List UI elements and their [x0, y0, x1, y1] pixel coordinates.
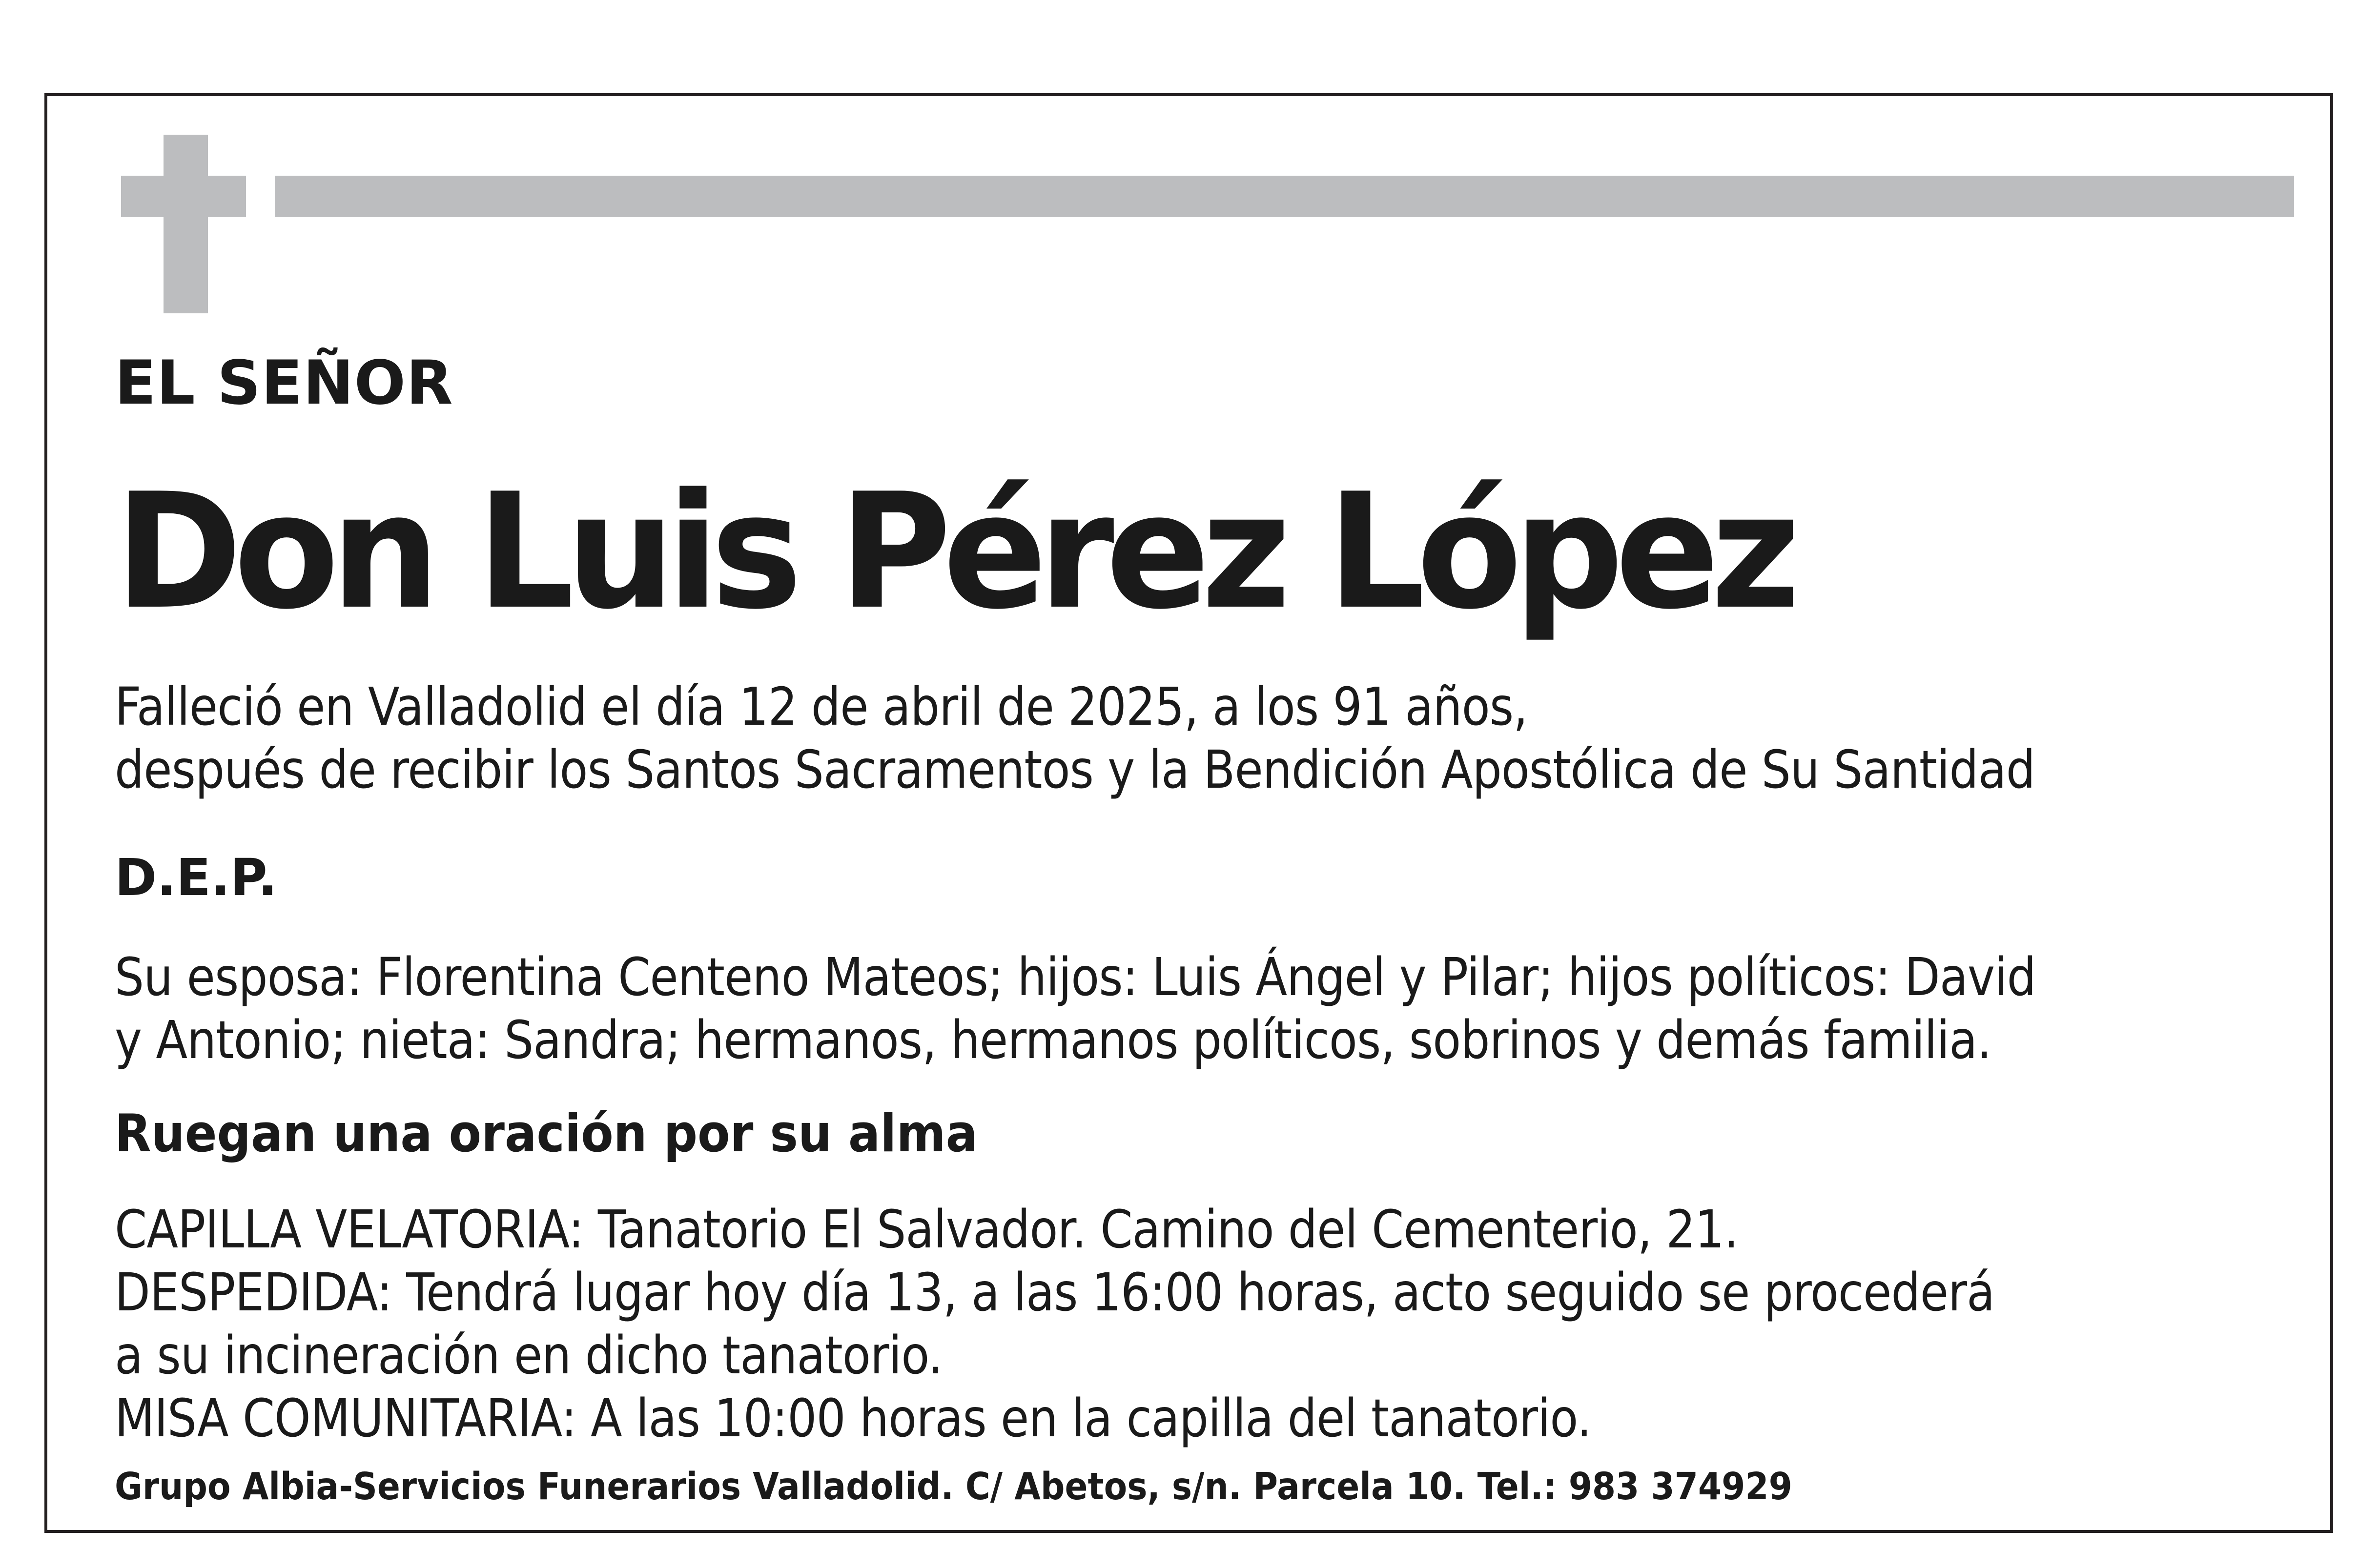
service-line-1: CAPILLA VELATORIA: Tanatorio El Salvador. Camino del Cementerio, 21. [115, 1200, 1739, 1260]
death-notice-line-2: después de recibir los Santos Sacramentos y la Bendición Apostólica de Su Santidad [115, 740, 2035, 800]
rest-in-peace: D.E.P. [115, 848, 278, 907]
cross-icon-arm [121, 176, 246, 217]
family-line-1: Su esposa: Florentina Centeno Mateos; hijos: Luis Ángel y Pilar; hijos políticos: David [115, 947, 2036, 1008]
deceased-name: Don Luis Pérez López [115, 459, 1792, 644]
service-line-2: DESPEDIDA: Tendrá lugar hoy día 13, a las 16:00 horas, acto seguido se procederá [115, 1263, 1995, 1323]
cross-icon [164, 135, 208, 313]
prayer-request: Ruegan una oración por su alma [115, 1103, 978, 1163]
service-line-3: a su incineración en dicho tanatorio. [115, 1326, 943, 1386]
service-line-4: MISA COMUNITARIA: A las 10:00 horas en la capilla del tanatorio. [115, 1388, 1592, 1449]
funeral-home-footer: Grupo Albia-Servicios Funerarios Valladolid. C/ Abetos, s/n. Parcela 10. Tel.: 983 374929 [115, 1465, 1792, 1509]
honorific: EL SEÑOR [115, 348, 453, 418]
header-rule [275, 176, 2294, 217]
family-line-2: y Antonio; nieta: Sandra; hermanos, hermanos políticos, sobrinos y demás familia. [115, 1010, 1991, 1071]
death-notice-line-1: Falleció en Valladolid el día 12 de abril de 2025, a los 91 años, [115, 677, 1528, 737]
